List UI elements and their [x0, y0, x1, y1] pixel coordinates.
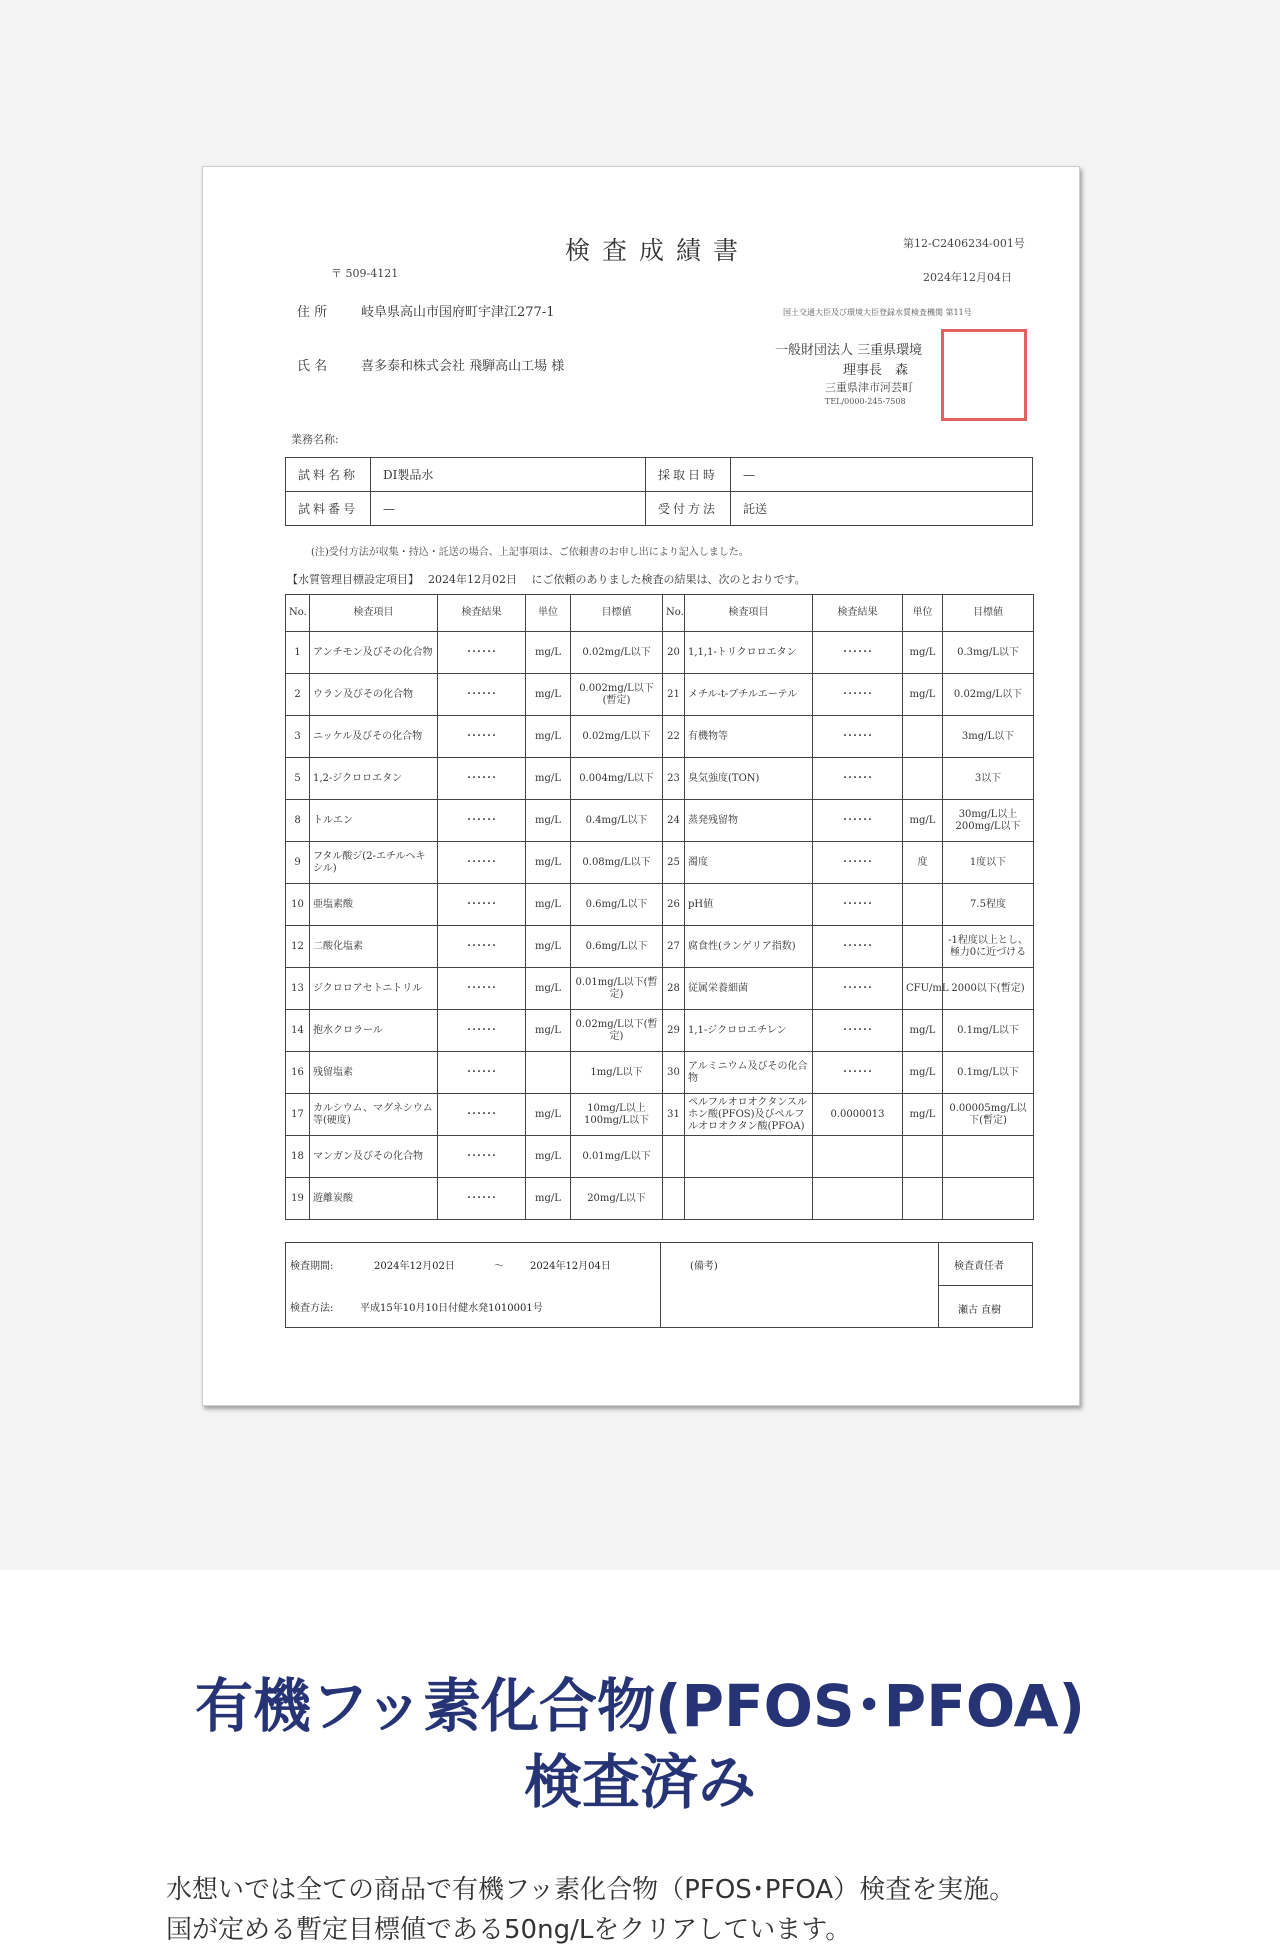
document-number: 第12-C2406234-001号	[903, 237, 1025, 250]
row-unit: mg/L	[526, 716, 571, 758]
row-target: 0.00005mg/L以下(暫定)	[943, 1094, 1034, 1136]
header-no: No.	[663, 595, 685, 632]
header-unit: 単位	[903, 595, 943, 632]
period-tilde: ～	[494, 1261, 504, 1272]
table-row	[286, 800, 1034, 842]
table-row	[286, 674, 1034, 716]
row-number	[663, 1136, 685, 1178]
issue-date: 2024年12月04日	[923, 271, 1012, 284]
row-item: トルエン	[310, 800, 438, 842]
table-row	[286, 716, 1034, 758]
remarks-label: (備考)	[690, 1261, 718, 1272]
row-target: 0.3mg/L以下	[943, 632, 1034, 674]
row-item: カルシウム、マグネシウム等(硬度)	[310, 1094, 438, 1136]
sample-number-value: —	[371, 492, 646, 526]
header-no: No.	[286, 595, 310, 632]
row-item: ペルフルオロオクタンスルホン酸(PFOS)及びペルフルオロオクタン酸(PFOA)	[685, 1094, 813, 1136]
row-target: 3mg/L以下	[943, 716, 1034, 758]
sample-info-table	[285, 457, 1033, 526]
row-result: ･･････	[813, 842, 903, 884]
receive-method-label: 受付方法	[646, 492, 731, 526]
row-item: 蒸発残留物	[685, 800, 813, 842]
row-result: ･･････	[438, 926, 526, 968]
description-line-2: 国が定める暫定目標値である50ng/Lをクリアしています。	[166, 1915, 852, 1945]
name-label: 氏 名	[297, 359, 328, 374]
row-number: 8	[286, 800, 310, 842]
row-item: 従属栄養細菌	[685, 968, 813, 1010]
table-row	[286, 926, 1034, 968]
row-number: 1	[286, 632, 310, 674]
table-row	[286, 1094, 1034, 1136]
row-target: 7.5程度	[943, 884, 1034, 926]
row-number: 28	[663, 968, 685, 1010]
table-row	[286, 884, 1034, 926]
row-target: 0.01mg/L以下(暫定)	[571, 968, 663, 1010]
row-target: 30mg/L以上200mg/L以下	[943, 800, 1034, 842]
row-item: ウラン及びその化合物	[310, 674, 438, 716]
row-unit: mg/L	[903, 1094, 943, 1136]
row-target: 0.02mg/L以下	[571, 716, 663, 758]
row-number: 19	[286, 1178, 310, 1220]
row-target: 2000以下(暫定)	[943, 968, 1034, 1010]
row-target	[943, 1136, 1034, 1178]
row-unit: mg/L	[526, 884, 571, 926]
row-result: ･･････	[438, 968, 526, 1010]
row-number: 16	[286, 1052, 310, 1094]
row-item: 有機物等	[685, 716, 813, 758]
row-item: 遊離炭酸	[310, 1178, 438, 1220]
row-result: ･･････	[438, 1178, 526, 1220]
row-unit	[903, 758, 943, 800]
row-number: 2	[286, 674, 310, 716]
row-unit	[526, 1052, 571, 1094]
table-row	[286, 1178, 1034, 1220]
row-target: 0.08mg/L以下	[571, 842, 663, 884]
row-number: 24	[663, 800, 685, 842]
row-result: ･･････	[438, 674, 526, 716]
row-item: 臭気強度(TON)	[685, 758, 813, 800]
row-unit: mg/L	[526, 842, 571, 884]
row-item: マンガン及びその化合物	[310, 1136, 438, 1178]
row-result	[813, 1136, 903, 1178]
row-number: 12	[286, 926, 310, 968]
row-result: ･･････	[813, 968, 903, 1010]
row-item: ジクロロアセトニトリル	[310, 968, 438, 1010]
row-number: 21	[663, 674, 685, 716]
period-label: 検査期間:	[290, 1261, 334, 1272]
receive-method-value: 託送	[731, 492, 1033, 526]
row-result: ･･････	[438, 1052, 526, 1094]
row-result: ･･････	[438, 632, 526, 674]
row-target: 20mg/L以下	[571, 1178, 663, 1220]
row-result: ･･････	[813, 758, 903, 800]
row-target: 0.02mg/L以下	[943, 674, 1034, 716]
row-target: 0.6mg/L以下	[571, 884, 663, 926]
row-unit: mg/L	[526, 968, 571, 1010]
row-item: アルミニウム及びその化合物	[685, 1052, 813, 1094]
inspector-label: 検査責任者	[954, 1261, 1004, 1272]
row-result: ･･････	[813, 674, 903, 716]
row-target: 0.1mg/L以下	[943, 1052, 1034, 1094]
table-row	[286, 1010, 1034, 1052]
row-unit: mg/L	[903, 674, 943, 716]
row-item: 二酸化塩素	[310, 926, 438, 968]
issuer-org: 一般財団法人 三重県環境	[775, 343, 923, 358]
row-item: 腐食性(ランゲリア指数)	[685, 926, 813, 968]
row-result: ･･････	[438, 1010, 526, 1052]
row-result: ･･････	[438, 884, 526, 926]
row-result: ･･････	[813, 926, 903, 968]
header-item: 検査項目	[310, 595, 438, 632]
row-target: -1程度以上とし、極力0に近づける	[943, 926, 1034, 968]
address-value: 岐阜県高山市国府町宇津江277-1	[361, 305, 555, 320]
row-result: ･･････	[438, 716, 526, 758]
row-result: ･･････	[438, 842, 526, 884]
row-result: ･･････	[438, 800, 526, 842]
row-target: 0.01mg/L以下	[571, 1136, 663, 1178]
row-result: ･･････	[438, 758, 526, 800]
row-unit	[903, 716, 943, 758]
header-result: 検査結果	[813, 595, 903, 632]
row-number: 20	[663, 632, 685, 674]
header-target: 目標値	[571, 595, 663, 632]
row-unit: mg/L	[526, 1136, 571, 1178]
headline-line-1: 有機フッ素化合物(PFOS･PFOA)	[195, 1672, 1085, 1740]
row-result: ･･････	[438, 1136, 526, 1178]
description-line-1: 水想いでは全ての商品で有機フッ素化合物（PFOS･PFOA）検査を実施。	[166, 1875, 1016, 1905]
method-label: 検査方法:	[290, 1303, 334, 1314]
row-number: 31	[663, 1094, 685, 1136]
row-number: 26	[663, 884, 685, 926]
table-row	[286, 968, 1034, 1010]
row-number: 17	[286, 1094, 310, 1136]
row-item: アンチモン及びその化合物	[310, 632, 438, 674]
row-unit: mg/L	[903, 632, 943, 674]
row-target: 0.4mg/L以下	[571, 800, 663, 842]
official-seal-stamp	[941, 329, 1027, 421]
business-name-label: 業務名称:	[291, 433, 339, 446]
header-result: 検査結果	[438, 595, 526, 632]
method-value: 平成15年10月10日付健水発1010001号	[360, 1303, 543, 1314]
sample-number-label: 試料番号	[286, 492, 371, 526]
row-target: 0.6mg/L以下	[571, 926, 663, 968]
row-target: 0.02mg/L以下	[571, 632, 663, 674]
customer-name: 喜多泰和株式会社 飛騨高山工場 様	[361, 359, 565, 374]
table-row	[286, 1052, 1034, 1094]
row-result: ･･････	[813, 1010, 903, 1052]
table-row	[286, 758, 1034, 800]
table-row	[286, 1136, 1034, 1178]
row-item: 1,1-ジクロロエチレン	[685, 1010, 813, 1052]
header-item: 検査項目	[685, 595, 813, 632]
row-target: 1度以下	[943, 842, 1034, 884]
row-number: 9	[286, 842, 310, 884]
row-item: 亜塩素酸	[310, 884, 438, 926]
row-item: 抱水クロラール	[310, 1010, 438, 1052]
row-unit: mg/L	[903, 1010, 943, 1052]
row-number: 5	[286, 758, 310, 800]
row-unit: mg/L	[526, 926, 571, 968]
row-item: 1,1,1-トリクロロエタン	[685, 632, 813, 674]
row-number: 27	[663, 926, 685, 968]
row-unit: mg/L	[903, 800, 943, 842]
row-number: 10	[286, 884, 310, 926]
row-number: 23	[663, 758, 685, 800]
row-item: ニッケル及びその化合物	[310, 716, 438, 758]
issuer-person: 理事長 森	[843, 363, 909, 378]
inspection-footer	[285, 1242, 1033, 1328]
row-item: 1,2-ジクロロエタン	[310, 758, 438, 800]
row-target: 0.02mg/L以下(暫定)	[571, 1010, 663, 1052]
row-number: 3	[286, 716, 310, 758]
table-row	[286, 842, 1034, 884]
row-item: メチル-t-ブチルエーテル	[685, 674, 813, 716]
row-unit: mg/L	[526, 632, 571, 674]
row-unit	[903, 1178, 943, 1220]
period-to: 2024年12月04日	[530, 1261, 611, 1272]
section-line: 【水質管理目標設定項目】 2024年12月02日 にご依頼のありました検査の結果は、次のとおりです。	[287, 573, 806, 586]
row-target: 0.1mg/L以下	[943, 1010, 1034, 1052]
row-number	[663, 1178, 685, 1220]
row-unit: mg/L	[526, 1094, 571, 1136]
row-number: 18	[286, 1136, 310, 1178]
sample-name-value: DI製品水	[371, 458, 646, 492]
row-result	[813, 1178, 903, 1220]
row-unit	[903, 926, 943, 968]
row-item	[685, 1178, 813, 1220]
row-item: フタル酸ジ(2-エチルヘキシル)	[310, 842, 438, 884]
row-unit	[903, 884, 943, 926]
sample-name-label: 試料名称	[286, 458, 371, 492]
row-item: 濁度	[685, 842, 813, 884]
row-target: 10mg/L以上100mg/L以下	[571, 1094, 663, 1136]
collect-date-value: —	[731, 458, 1033, 492]
postal-code: 〒 509-4121	[331, 267, 399, 280]
row-number: 13	[286, 968, 310, 1010]
row-item: pH値	[685, 884, 813, 926]
results-table	[285, 594, 1034, 1220]
header-target: 目標値	[943, 595, 1034, 632]
certificate-title: 検査成績書	[565, 236, 751, 265]
row-result: ･･････	[813, 800, 903, 842]
headline	[0, 1668, 1280, 1820]
row-unit: mg/L	[526, 1010, 571, 1052]
header-unit: 単位	[526, 595, 571, 632]
row-target: 3以下	[943, 758, 1034, 800]
headline-line-2: 検査済み	[523, 1748, 756, 1816]
inspection-certificate	[202, 166, 1080, 1406]
collect-date-label: 採取日時	[646, 458, 731, 492]
row-target: 0.002mg/L以下(暫定)	[571, 674, 663, 716]
row-result: ･･････	[813, 716, 903, 758]
description	[166, 1870, 1166, 1950]
row-number: 25	[663, 842, 685, 884]
period-from: 2024年12月02日	[374, 1261, 455, 1272]
row-unit: mg/L	[526, 674, 571, 716]
row-unit: mg/L	[903, 1052, 943, 1094]
row-result: ･･････	[438, 1094, 526, 1136]
row-unit	[903, 1136, 943, 1178]
row-result: ･･････	[813, 1052, 903, 1094]
row-number: 14	[286, 1010, 310, 1052]
table-row	[286, 632, 1034, 674]
row-unit: mg/L	[526, 800, 571, 842]
row-unit: mg/L	[526, 1178, 571, 1220]
row-unit: CFU/mL	[903, 968, 943, 1010]
row-number: 30	[663, 1052, 685, 1094]
row-number: 22	[663, 716, 685, 758]
row-item	[685, 1136, 813, 1178]
row-result: 0.0000013	[813, 1094, 903, 1136]
row-target: 0.004mg/L以下	[571, 758, 663, 800]
row-item: 残留塩素	[310, 1052, 438, 1094]
issuer-address: 三重県津市河芸町	[825, 381, 913, 394]
row-target	[943, 1178, 1034, 1220]
registration-line: 国土交通大臣及び環境大臣登録水質検査機関 第11号	[783, 308, 972, 317]
inspector-name: 瀬古 直樹	[958, 1305, 1002, 1316]
row-unit: mg/L	[526, 758, 571, 800]
note-line: (注)受付方法が収集・持込・託送の場合、上記事項は、ご依頼書のお申し出により記入しました。	[311, 547, 749, 558]
row-result: ･･････	[813, 884, 903, 926]
address-label: 住 所	[297, 305, 328, 320]
row-unit: 度	[903, 842, 943, 884]
row-target: 1mg/L以下	[571, 1052, 663, 1094]
issuer-tel: TEL/0000-245-7508	[825, 397, 906, 406]
row-result: ･･････	[813, 632, 903, 674]
row-number: 29	[663, 1010, 685, 1052]
